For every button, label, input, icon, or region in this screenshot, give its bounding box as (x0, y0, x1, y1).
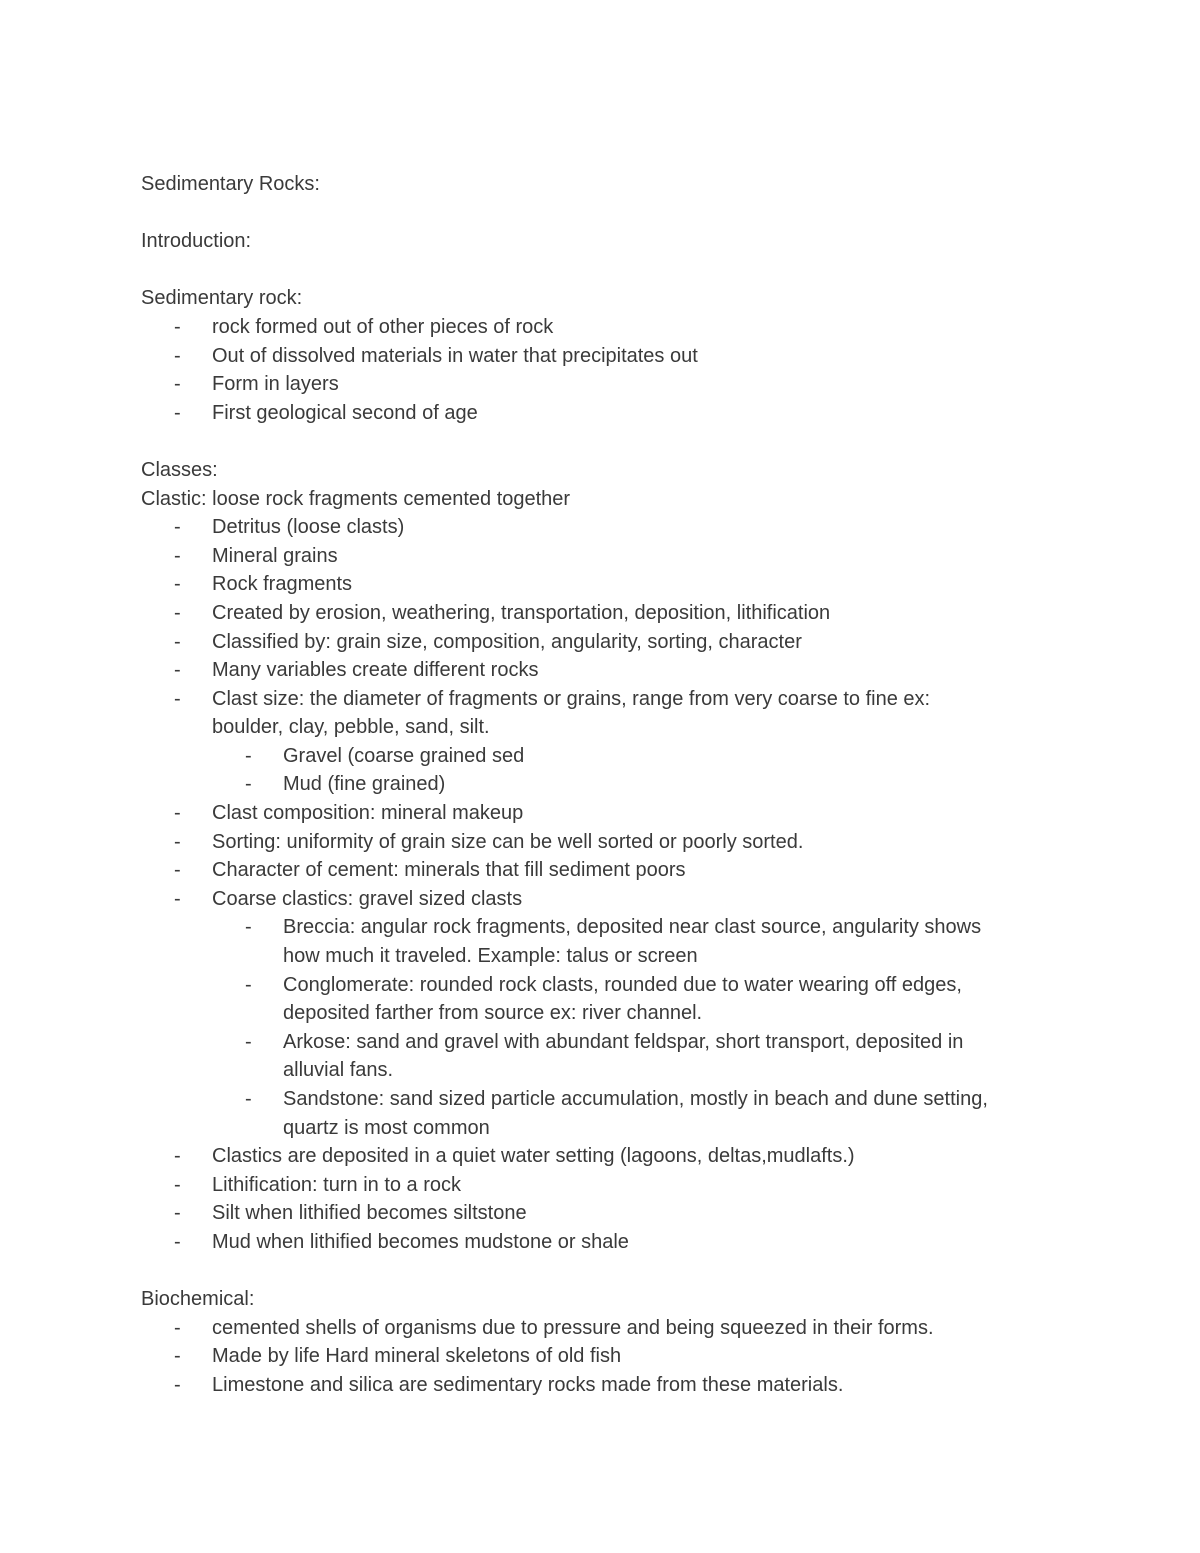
document-title: Sedimentary Rocks: (141, 173, 320, 195)
list-item: - Gravel (coarse grained sed (212, 742, 1071, 771)
list-item: - Sorting: uniformity of grain size can be well sorted or poorly sorted. (141, 828, 1071, 857)
list-item: - Mud (fine grained) (212, 770, 1071, 799)
dash-bullet: - (174, 573, 181, 596)
list-item: - Clastics are deposited in a quiet water setting (lagoons, deltas,mudlafts.) (141, 1142, 1071, 1171)
blank-line (141, 1257, 1071, 1286)
coarse-clastics-sublist (212, 913, 1071, 1142)
dash-bullet: - (174, 887, 181, 910)
dash-bullet: - (174, 830, 181, 853)
dash-bullet: - (174, 802, 181, 825)
list-item: - Breccia: angular rock fragments, deposited near clast source, angularity shows how much it traveled. Example: talus or screen (212, 913, 1071, 970)
list-item: - Clast composition: mineral makeup (141, 799, 1071, 828)
list-item: - Rock fragments (141, 570, 1071, 599)
dash-bullet: - (174, 344, 181, 367)
dash-bullet: - (245, 773, 252, 796)
list-item: - Arkose: sand and gravel with abundant feldspar, short transport, deposited in alluvial fans. (212, 1028, 1071, 1085)
list-item: - Created by erosion, weathering, transportation, deposition, lithification (141, 599, 1071, 628)
clast-size-sublist (212, 742, 1071, 799)
list-item: - Many variables create different rocks (141, 656, 1071, 685)
dash-bullet: - (245, 1030, 252, 1053)
classes-heading: Classes: (141, 458, 218, 481)
list-item: - rock formed out of other pieces of rock (141, 313, 1071, 342)
dash-bullet: - (245, 1088, 252, 1110)
list-item: - Limestone and silica are sedimentary rocks made from these materials. (141, 1371, 1071, 1400)
list-item: - Coarse clastics: gravel sized clasts - Breccia: angular rock fragments, deposited near clast source, angularity shows how much it traveled. Example: talus or screen - Conglomerate: rounded rock clasts, rounded due to water wearing off edges, deposited farther from source ex: river channel. - Arkose: sand and gravel with abundant feldspar, short transport, deposited in alluvial fans. - Sandstone: sand sized particle accumulation, mostly in beach and dune setting, quartz is most common (141, 885, 1071, 1142)
dash-bullet: - (174, 687, 181, 710)
list-item: - Sandstone: sand sized particle accumulation, mostly in beach and dune setting, quartz is most common (212, 1085, 1071, 1142)
dash-bullet: - (174, 1345, 181, 1368)
blank-line (141, 199, 1071, 228)
list-item: - Classified by: grain size, composition, angularity, sorting, character (141, 628, 1071, 657)
dash-bullet: - (174, 1230, 181, 1253)
list-item: - Character of cement: minerals that fill sediment poors (141, 856, 1071, 885)
list-item: - Mud when lithified becomes mudstone or shale (141, 1228, 1071, 1257)
dash-bullet: - (174, 516, 181, 539)
list-item: - cemented shells of organisms due to pressure and being squeezed in their forms. (141, 1314, 1071, 1343)
dash-bullet: - (245, 973, 252, 996)
list-item: - First geological second of age (141, 399, 1071, 428)
introduction-heading: Introduction: (141, 230, 252, 253)
dash-bullet: - (245, 916, 252, 939)
dash-bullet: - (245, 744, 252, 767)
dash-bullet: - (174, 315, 181, 338)
sedimentary-rock-heading: Sedimentary rock: (141, 287, 303, 310)
dash-bullet: - (174, 659, 181, 682)
dash-bullet: - (174, 373, 181, 396)
list-item: - Lithification: turn in to a rock (141, 1171, 1071, 1200)
document-body (141, 170, 1071, 1400)
list-item: - Conglomerate: rounded rock clasts, rounded due to water wearing off edges, deposited farther from source ex: river channel. (212, 971, 1071, 1028)
list-item: - Silt when lithified becomes siltstone (141, 1199, 1071, 1228)
dash-bullet: - (174, 1316, 181, 1339)
list-item: - Mineral grains (141, 542, 1071, 571)
clastic-heading: Clastic: loose rock fragments cemented together (141, 487, 571, 510)
clastic-list (141, 513, 1071, 1256)
dash-bullet: - (174, 1202, 181, 1225)
dash-bullet: - (174, 544, 181, 567)
sedimentary-rock-list (141, 313, 1071, 427)
biochemical-heading: Biochemical: (141, 1288, 255, 1311)
dash-bullet: - (174, 630, 181, 653)
blank-line (141, 256, 1071, 285)
biochemical-list (141, 1314, 1071, 1400)
dash-bullet: - (174, 601, 181, 624)
dash-bullet: - (174, 401, 181, 424)
dash-bullet: - (174, 859, 181, 882)
list-item: - Detritus (loose clasts) (141, 513, 1071, 542)
dash-bullet: - (174, 1373, 181, 1396)
list-item: - Form in layers (141, 370, 1071, 399)
blank-line (141, 427, 1071, 456)
list-item: - Clast size: the diameter of fragments or grains, range from very coarse to fine ex: boulder, clay, pebble, sand, silt. - Gravel (coarse grained sed - Mud (fine grained) (141, 685, 1071, 799)
dash-bullet: - (174, 1145, 181, 1168)
dash-bullet: - (174, 1173, 181, 1196)
list-item: - Out of dissolved materials in water that precipitates out (141, 342, 1071, 371)
list-item: - Made by life Hard mineral skeletons of old fish (141, 1342, 1071, 1371)
